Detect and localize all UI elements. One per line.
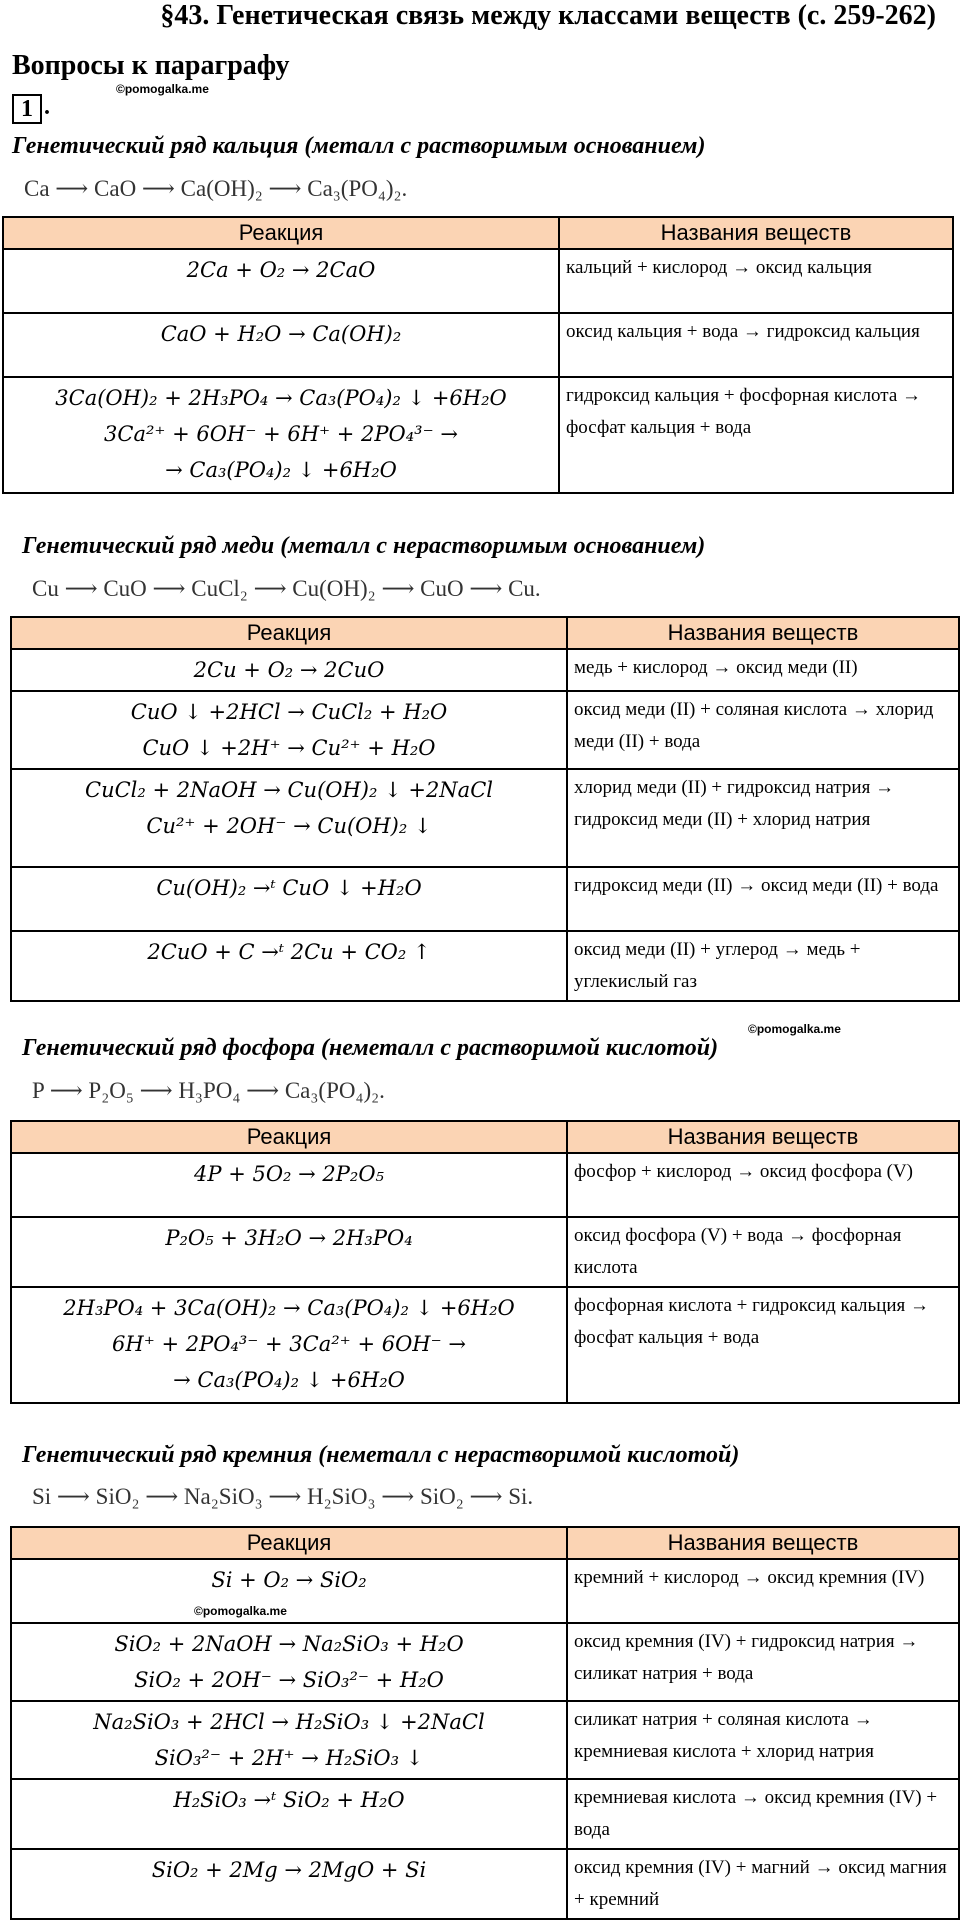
reaction-equation: Cu²⁺ + 2OH⁻ → Cu(OH)₂ ↓ — [146, 814, 432, 838]
table-row — [11, 1153, 959, 1217]
watermark: ©pomogalka.me — [116, 82, 209, 96]
substance-names: фосфорная кислота + гидроксид кальция → фосфат кальция + вода — [567, 1287, 959, 1403]
substance-names: оксид кремния (IV) + магний → оксид магния + кремний — [567, 1849, 959, 1919]
reaction-equation-cell — [11, 1559, 567, 1623]
reaction-equation-cell — [11, 1849, 567, 1919]
reaction-equation-cell — [3, 249, 559, 313]
reaction-equation: 2Ca + O₂ → 2CaO — [186, 258, 376, 282]
substance-names: гидроксид кальция + фосфорная кислота → фосфат кальция + вода — [559, 377, 953, 493]
substance-names: кремниевая кислота → оксид кремния (IV) + вода — [567, 1779, 959, 1849]
table-silicon — [10, 1526, 960, 1920]
table-phosphorus — [10, 1120, 960, 1404]
substance-names: оксид меди (II) + углерод → медь + углекислый газ — [567, 931, 959, 1001]
chain-phosphorus: P ⟶ P₂O₅ ⟶ H₃PO₄ ⟶ Ca₃(PO₄)₂. — [32, 1078, 385, 1103]
table-row — [11, 649, 959, 691]
reaction-equation-cell — [11, 1153, 567, 1217]
reaction-equation: SiO₂ + 2OH⁻ → SiO₃²⁻ + H₂O — [134, 1668, 444, 1692]
question-number: 1 — [12, 94, 42, 124]
table-row — [11, 931, 959, 1001]
watermark: ©pomogalka.me — [194, 1604, 287, 1618]
reaction-equation: H₂SiO₃ →ᵗ SiO₂ + H₂O — [173, 1788, 405, 1812]
reaction-equation: Na₂SiO₃ + 2HCl → H₂SiO₃ ↓ +2NaCl — [93, 1710, 485, 1734]
substance-names: оксид кальция + вода → гидроксид кальция — [559, 313, 953, 377]
reaction-equation-cell — [11, 1701, 567, 1779]
reaction-equation-cell — [11, 931, 567, 1001]
reaction-equation: → Ca₃(PO₄)₂ ↓ +6H₂O — [165, 458, 397, 482]
reaction-equation: P₂O₅ + 3H₂O → 2H₃PO₄ — [165, 1226, 413, 1250]
table-row — [11, 1559, 959, 1623]
reaction-equation: CuCl₂ + 2NaOH → Cu(OH)₂ ↓ +2NaCl — [85, 778, 493, 802]
chain-silicon: Si ⟶ SiO₂ ⟶ Na₂SiO₃ ⟶ H₂SiO₃ ⟶ SiO₂ ⟶ Si. — [32, 1484, 534, 1509]
column-header-names: Названия веществ — [567, 1527, 959, 1559]
section-title-silicon: Генетический ряд кремния (неметалл с нерастворимой кислотой) — [22, 1442, 740, 1468]
reaction-equation-cell — [11, 691, 567, 769]
table-row — [11, 1701, 959, 1779]
reaction-equation: Si + O₂ → SiO₂ — [211, 1568, 367, 1592]
substance-names: силикат натрия + соляная кислота → кремниевая кислота + хлорид натрия — [567, 1701, 959, 1779]
column-header-names: Названия веществ — [559, 217, 953, 249]
substance-names: фосфор + кислород → оксид фосфора (V) — [567, 1153, 959, 1217]
reaction-equation: CuO ↓ +2H⁺ → Cu²⁺ + H₂O — [142, 736, 436, 760]
column-header-reaction: Реакция — [11, 1527, 567, 1559]
table-copper — [10, 616, 960, 1002]
substance-names: хлорид меди (II) + гидроксид натрия → гидроксид меди (II) + хлорид натрия — [567, 769, 959, 867]
reaction-equation-cell — [11, 769, 567, 867]
substance-names: оксид меди (II) + соляная кислота → хлорид меди (II) + вода — [567, 691, 959, 769]
column-header-reaction: Реакция — [11, 617, 567, 649]
substance-names: медь + кислород → оксид меди (II) — [567, 649, 959, 691]
section-title-phosphorus: Генетический ряд фосфора (неметалл с растворимой кислотой) — [22, 1035, 719, 1061]
question-dot: . — [44, 94, 50, 120]
table-row — [11, 867, 959, 931]
column-header-reaction: Реакция — [11, 1121, 567, 1153]
column-header-names: Названия веществ — [567, 617, 959, 649]
table-row — [11, 1623, 959, 1701]
substance-names: кальций + кислород → оксид кальция — [559, 249, 953, 313]
column-header-reaction: Реакция — [3, 217, 559, 249]
reaction-equation: 3Ca²⁺ + 6OH⁻ + 6H⁺ + 2PO₄³⁻ → — [104, 422, 458, 446]
reaction-equation: 2Cu + O₂ → 2CuO — [193, 658, 385, 682]
table-row — [3, 249, 953, 313]
reaction-equation-cell — [3, 313, 559, 377]
table-row — [3, 313, 953, 377]
reaction-equation: 6H⁺ + 2PO₄³⁻ + 3Ca²⁺ + 6OH⁻ → — [112, 1332, 466, 1356]
reaction-equation-cell — [11, 1287, 567, 1403]
reaction-equation: 4P + 5O₂ → 2P₂O₅ — [194, 1162, 384, 1186]
column-header-names: Названия веществ — [567, 1121, 959, 1153]
section-heading: Вопросы к параграфу — [12, 50, 290, 81]
reaction-equation-cell — [11, 867, 567, 931]
reaction-equation-cell — [3, 377, 559, 493]
reaction-equation: → Ca₃(PO₄)₂ ↓ +6H₂O — [173, 1368, 405, 1392]
substance-names: кремний + кислород → оксид кремния (IV) — [567, 1559, 959, 1623]
table-row — [11, 1287, 959, 1403]
substance-names: оксид фосфора (V) + вода → фосфорная кислота — [567, 1217, 959, 1287]
table-row — [11, 1849, 959, 1919]
reaction-equation: Cu(OH)₂ →ᵗ CuO ↓ +H₂O — [156, 876, 422, 900]
reaction-equation: CuO ↓ +2HCl → CuCl₂ + H₂O — [130, 700, 448, 724]
table-row — [11, 769, 959, 867]
reaction-equation: SiO₂ + 2NaOH → Na₂SiO₃ + H₂O — [114, 1632, 464, 1656]
watermark: ©pomogalka.me — [748, 1022, 841, 1036]
reaction-equation: SiO₃²⁻ + 2H⁺ → H₂SiO₃ ↓ — [154, 1746, 424, 1770]
chain-calcium: Ca ⟶ CaO ⟶ Ca(OH)₂ ⟶ Ca₃(PO₄)₂. — [24, 176, 408, 201]
reaction-equation: 2CuO + C →ᵗ 2Cu + CO₂ ↑ — [147, 940, 431, 964]
reaction-equation-cell — [11, 1217, 567, 1287]
table-row — [11, 1217, 959, 1287]
substance-names: оксид кремния (IV) + гидроксид натрия → силикат натрия + вода — [567, 1623, 959, 1701]
reaction-equation-cell — [11, 649, 567, 691]
reaction-equation: 2H₃PO₄ + 3Ca(OH)₂ → Ca₃(PO₄)₂ ↓ +6H₂O — [63, 1296, 515, 1320]
reaction-equation-cell — [11, 1623, 567, 1701]
table-row — [3, 377, 953, 493]
reaction-equation: 3Ca(OH)₂ + 2H₃PO₄ → Ca₃(PO₄)₂ ↓ +6H₂O — [55, 386, 507, 410]
reaction-equation: CaO + H₂O → Ca(OH)₂ — [160, 322, 402, 346]
chain-copper: Cu ⟶ CuO ⟶ CuCl₂ ⟶ Cu(OH)₂ ⟶ CuO ⟶ Cu. — [32, 576, 541, 601]
reaction-equation: SiO₂ + 2Mg → 2MgO + Si — [151, 1858, 427, 1882]
reaction-equation-cell — [11, 1779, 567, 1849]
section-title-calcium: Генетический ряд кальция (металл с растворимым основанием) — [12, 133, 706, 159]
section-title-copper: Генетический ряд меди (металл с нерастворимым основанием) — [22, 533, 706, 559]
table-calcium — [2, 216, 954, 494]
table-row — [11, 691, 959, 769]
substance-names: гидроксид меди (II) → оксид меди (II) + вода — [567, 867, 959, 931]
table-row — [11, 1779, 959, 1849]
